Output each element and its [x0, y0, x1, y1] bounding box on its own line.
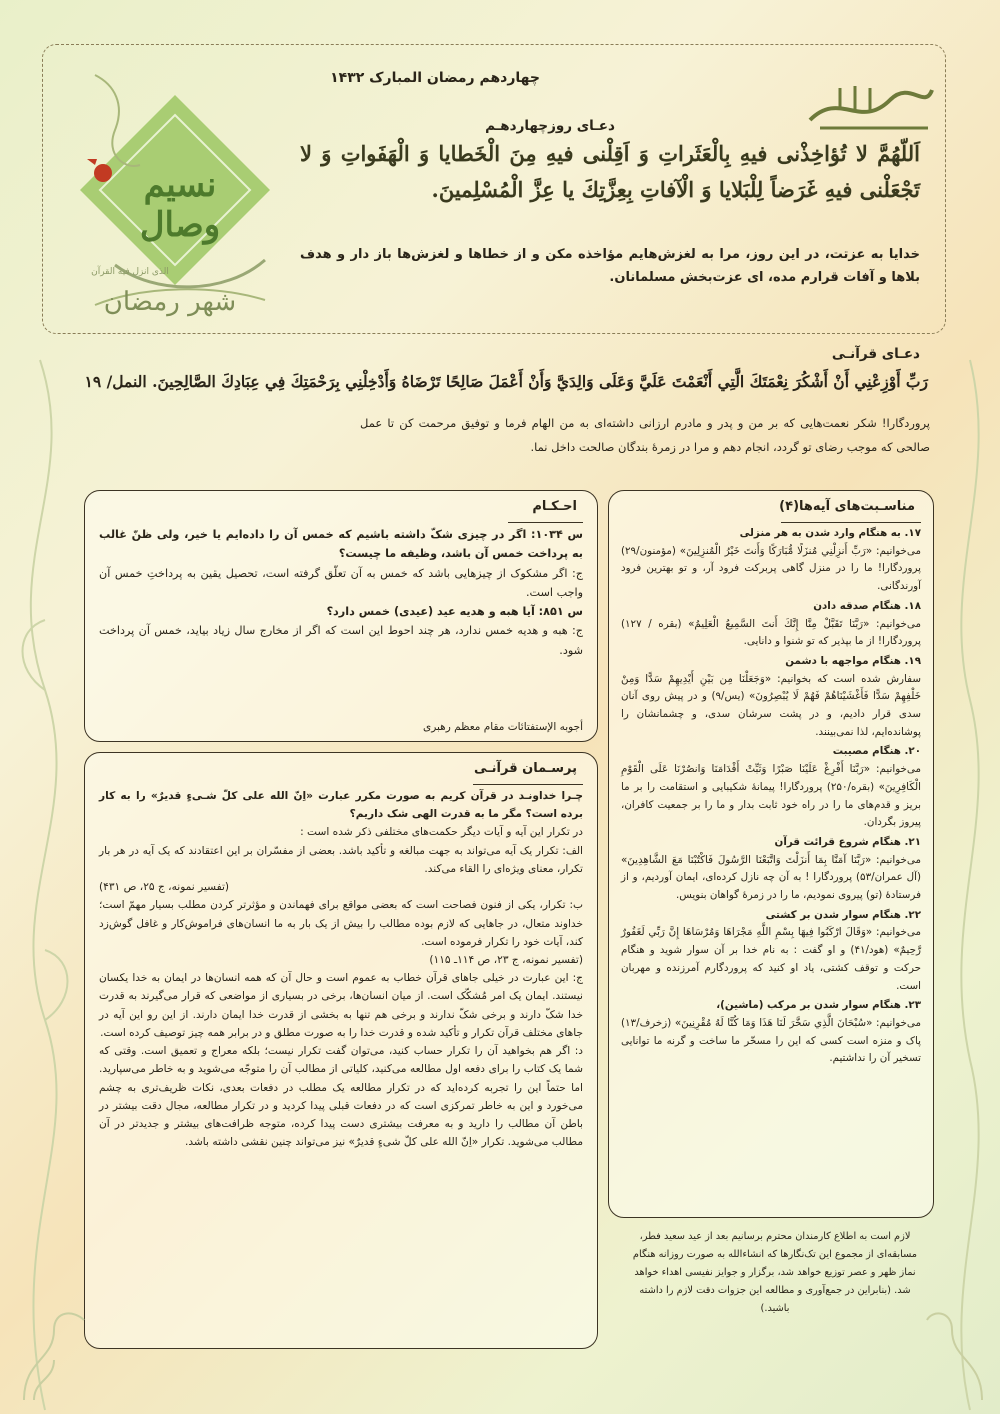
occasions-title: مناسـبت‌های آیه‌ها(۴) — [779, 499, 915, 514]
quran-qa-title: پرسـمان قرآنـی — [474, 761, 577, 776]
ahkam-body — [99, 525, 583, 660]
occasion-text: می‌خوانیم: «رَبَّنَا أَفْرِغْ عَلَيْنَا صَبْرًا وَثَبِّتْ أَقْدَامَنَا وَانصُرْنَا عَلَى الْقَوْمِ الْكَافِرِينَ» (بقره/۲۵۰) پروردگارا! پیمانهٔ شکیبایی و استقامت را بر ما بریز و قدم‌های ما را در راه خود ثابت بدار و ما را بر جمعیت کافران، پیروز بگردان. — [621, 763, 922, 829]
logo-title: نسیم وصال — [139, 165, 221, 245]
occasion-text: می‌خوانیم: «رَبَّنَا تَقَبَّلْ مِنَّا إِنَّكَ أَنتَ السَّمِيعُ الْعَلِيمُ» (بقره / ۱۲۷) پروردگارا! از ما بپذیر که تو شنوا و دانایی. — [621, 617, 921, 648]
quran-prayer-title: دعـای قرآنـی — [831, 346, 920, 362]
ahkam-question-1: س ۱۰۳۴: اگر در چیزی شکّ داشته باشیم که خمس آن را داده‌ایم یا خیر، ولی ظنّ غالب به پرداخت خمس آن باشد، وظیفه ما چیست؟ — [99, 528, 583, 561]
notice-text: لازم است به اطلاع کارمندان محترم برسانیم بعد از عید سعید فطر، مسابقه‌ای از مجموع این تک‌نگارها که انشاءالله به صورت روزانه هنگام نماز ظهر و عصر توزیع خواهد شد، برگزار و جوایز نفیسی اهداء خواهد شد. (بنابراین در جمع‌آوری و مطالعه این جزوات دقت لازم را داشته باشید.) — [632, 1231, 918, 1315]
occasion-heading: ۱۹. هنگام مواجهه با دشمن — [785, 654, 921, 667]
occasion-text: می‌خوانیم: «سُبْحَانَ الَّذِي سَخَّرَ لَنَا هَذَا وَمَا كُنَّا لَهُ مُقْرِنِينَ» (زخرف/۱۳) پاک و منزه است کسی که این را مسخّر ما ساخت و گرنه ما توانایی تسخیر آن را نداشتیم. — [621, 1016, 921, 1065]
occasion-item — [621, 907, 921, 996]
daily-prayer-translation: خدایا به عزتت، در این روز، مرا به لغزش‌هایم مؤاخذه مکن و از خطاها و لغزش‌ها باز دار و هدف بلاها و آفات قرارم مده، ای عزت‌بخش مسلمانان. — [300, 247, 920, 285]
ahkam-panel — [84, 490, 598, 742]
ahkam-question-2: س ۸۵۱: آیا هبه و هدیه عید (عیدی) خمس دارد؟ — [326, 605, 583, 619]
occasion-text: می‌خوانیم: «رَبِّ أَنزِلْنِي مُنزَلًا مُّبَارَكًا وَأَنتَ خَيْرُ الْمُنزِلِينَ» (مؤمنون/۲۹) پروردگارا! ما را در منزل گاهی پربرکت فرود آر، و تو بهترین فرود آورندگانی. — [621, 544, 921, 593]
occasion-text: می‌خوانیم: «وَقَالَ ارْكَبُوا فِيهَا بِسْمِ اللَّهِ مَجْرَاهَا وَمُرْسَاهَا إِنَّ رَبِّي لَغَفُورٌ رَّحِيمٌ» (هود/۴۱) و او گفت : به نام خدا بر آن سوار شوید و هنگام حرکت و توقف کشتی، یاد او کنید که پروردگارم آمرزنده و مهربان است. — [621, 926, 921, 992]
occasion-item — [621, 743, 921, 832]
ahkam-answer-2: ج: هبه و هدیه خمس ندارد، هر چند احوط این است که اگر از مخارج سال زیاد بیاید، خمس آن پرداخت شود. — [99, 624, 583, 657]
quran-qa-panel — [84, 752, 598, 1349]
quran-qa-title-rule — [473, 784, 583, 785]
ahkam-title: احـکـام — [532, 499, 577, 514]
bismillah-calligraphy — [800, 70, 940, 140]
ahkam-answer-1: ج: اگر مشکوک از چیزهایی باشد که خمس به آن تعلّق گرفته است، تحصیل یقین به پرداختِ خمس آن واجب است. — [99, 566, 583, 599]
occasion-heading: ۲۰. هنگام مصیبت — [832, 745, 921, 758]
logo-subtitle-small: الذی انزل فیه القرآن — [91, 267, 169, 277]
quran-qa-answer-be: ب: تکرار، یکی از فنون فصاحت است که بعضی مواقع برای فهماندن و مؤثرتر کردن مطلب بسیار مهمّ است؛ خداوند متعال، در جاهایی که لازم بوده مطالب را بیش از یک بار به ما انسان‌های فراموش‌کار و غافل گوش‌زد کند، آیات خود را تکرار فرموده است. — [99, 899, 583, 948]
quran-qa-answer-alef: الف: تکرار یک آیه می‌تواند به جهت مبالغه و تأکید باشد. بعضی از مفسّران بر این اعتقادند که یک آیه در هر بار تکرار، معنای ویژه‌ای را القاء می‌کند. — [99, 844, 583, 875]
occasions-panel — [608, 490, 934, 1218]
quran-qa-answer-jim: ج: این عبارت در خیلی جاهای قرآن خطاب به عموم است و حال آن که همه انسان‌ها در ایمان به خدا یکسان نیستند. ایمان یک امر مُشکّک است. از میان انسان‌ها، برخی در بسیاری از مواضعی که قرار می‌گیرند به قدرت خدا شکّ دارند و برخی شکّ ندارند و برخی هم تنها به بخشی از قدرت خدا ایمان دارند. از این رو این آیه در جاهای مختلف قرآن تکرار و تأکید شده و قدرت خدا را به صورت مطلق و در برابر همه چیز توصیف کرده است. — [99, 972, 583, 1039]
occasion-text: سفارش شده است که بخوانیم: «وَجَعَلْنَا مِن بَيْنِ أَيْدِيهِمْ سَدًّا وَمِنْ خَلْفِهِمْ سَدًّا فَأَغْشَيْنَاهُمْ فَهُمْ لَا يُبْصِرُونَ» (یس/۹) و در پیش روی آنان سدی قرار دادیم، و در پشت سرشان سدی، و چشمانشان را پوشانده‌ایم، لذا نمی‌بینند. — [621, 672, 921, 738]
occasion-heading: ۱۸. هنگام صدقه دادن — [813, 599, 921, 612]
occasion-heading: ۲۲. هنگام سوار شدن بر کشتی — [765, 908, 921, 921]
bismillah-text — [800, 70, 810, 71]
occasion-heading: ۲۳. هنگام سوار شدن بر مرکب (ماشین)، — [716, 999, 921, 1012]
occasion-heading: ۱۷. به هنگام وارد شدن به هر منزلی — [739, 527, 921, 539]
date-line: چهاردهم رمضان المبارک ۱۴۳۲ — [330, 70, 540, 86]
ahkam-source: أجوبه الإستفتائات مقام معظم رهبری — [422, 721, 583, 733]
occasions-list — [621, 525, 921, 1068]
quran-qa-ref-1: (تفسیر نمونه، ج ۲۵، ص ۴۳۱) — [99, 881, 230, 894]
occasion-text: می‌خوانیم: «رَبَّنَا آمَنَّا بِمَا أَنزَلْتَ وَاتَّبَعْنَا الرَّسُولَ فَاكْتُبْنَا مَعَ الشَّاهِدِينَ» (آل عمران/۵۳) پروردگارا ! به آن چه نازل کرده‌ای، ایمان آوردیم، و از فرستادهٔ (تو) پیروی نمودیم، ما را در زمرهٔ گواهان بنویس. — [621, 853, 921, 902]
occasion-item — [621, 997, 921, 1068]
quran-qa-answer-dal: د: اگر هم بخواهید آن را تکرار حساب کنید، می‌توان گفت تکرار نیست؛ بلکه معراج و تعمیق است. وقتی که شما یک کتاب را برای دفعه اول مطالعه می‌کنید، کلیاتی از مطالب آن را متوجّه می‌شوید و به خاطر می‌سپارید. اما حتماً این را تجربه کرده‌اید که در تکرار مطالعه یک مطلب در دفعات بعدی، نکات ظریف‌تری به چشم می‌خورد و این به خاطر تمرکزی است که در دفعات قبلی پیدا کردید و در تکرار مطالعه، مجال دقت بیشتر در باطن آن مطالب را دارید و به معرفت بیشتری دست پیدا کرده، متوجه ظرافت‌های بیشتر و جدیدتر در آن مطالب می‌شوید. تکرار «اِنّ الله علی کلّ شیءٍ قدیرٌ» نیز می‌تواند چنین نقشی داشته باشد. — [99, 1045, 583, 1149]
occasion-item — [621, 653, 921, 742]
quran-qa-body — [99, 787, 583, 1151]
quran-prayer-arabic: رَبِّ أَوْزِعْنِي أَنْ أَشْكُرَ نِعْمَتَكَ الَّتِي أَنْعَمْتَ عَلَيَّ وَعَلَى وَالِدَيَّ وَأَنْ أَعْمَلَ صَالِحًا تَرْضَاهُ وَأَدْخِلْنِي بِرَحْمَتِكَ فِي عِبَادِكَ الصَّالِحِينَ. النمل/ ۱۹ — [84, 372, 928, 391]
quran-qa-ref-2: (تفسیر نمونه، ج ۲۳، ص ۱۱۴ـ ۱۱۵) — [429, 953, 583, 966]
occasion-heading: ۲۱. هنگام شروع قرائت قرآن — [774, 835, 921, 848]
bottom-right-ornament-icon — [922, 1300, 992, 1410]
ahkam-title-rule — [508, 522, 583, 523]
occasion-item — [621, 598, 921, 651]
right-ornament-vine — [940, 360, 1000, 1410]
daily-prayer-arabic: اَللّهُمَّ لا تُؤاخِذْنى فيهِ بِالْعَثَراتِ وَ اَقِلْنى فيهِ مِنَ الْخَطايا وَ الْهَفَواتِ وَ لا تَجْعَلْنى فيهِ غَرَضاً لِلْبَلايا وَ الْآفاتِ بِعِزَّتِكَ يا عِزَّ الْمُسْلِمينَ. — [300, 141, 920, 203]
occasions-title-rule — [781, 522, 921, 523]
occasion-item — [621, 525, 921, 596]
logo-block — [55, 55, 285, 335]
daily-prayer-title: دعـای روزچهاردهـم — [485, 118, 615, 134]
logo-subtitle: شهر رمضان — [103, 287, 237, 317]
corner-ornament-icon — [14, 1300, 94, 1410]
quran-qa-question: چـرا خداونـد در قرآن کریم به صورت مکرر عبارت «اِنّ الله علی کلّ شـیءٍ قدیرٌ» را به کار برده است؟ مگر ما به قدرت الهی شک داریم؟ — [99, 790, 583, 821]
occasion-item — [621, 834, 921, 905]
quran-prayer-translation: پروردگارا! شکر نعمت‌هایی که بر من و پدر و مادرم ارزانی داشته‌ای به من الهام فرما و توفیق مرحمت کن تا عمل صالحی که موجب رضای تو گردد، انجام دهم و مرا در زمرهٔ بندگان صالحت داخل نما. — [360, 416, 930, 454]
bismillah-icon — [800, 70, 940, 140]
quran-qa-intro: در تکرار این آیه و آیات دیگر حکمت‌های مختلفی ذکر شده است : — [300, 826, 583, 839]
left-ornament-vine — [0, 360, 90, 1410]
